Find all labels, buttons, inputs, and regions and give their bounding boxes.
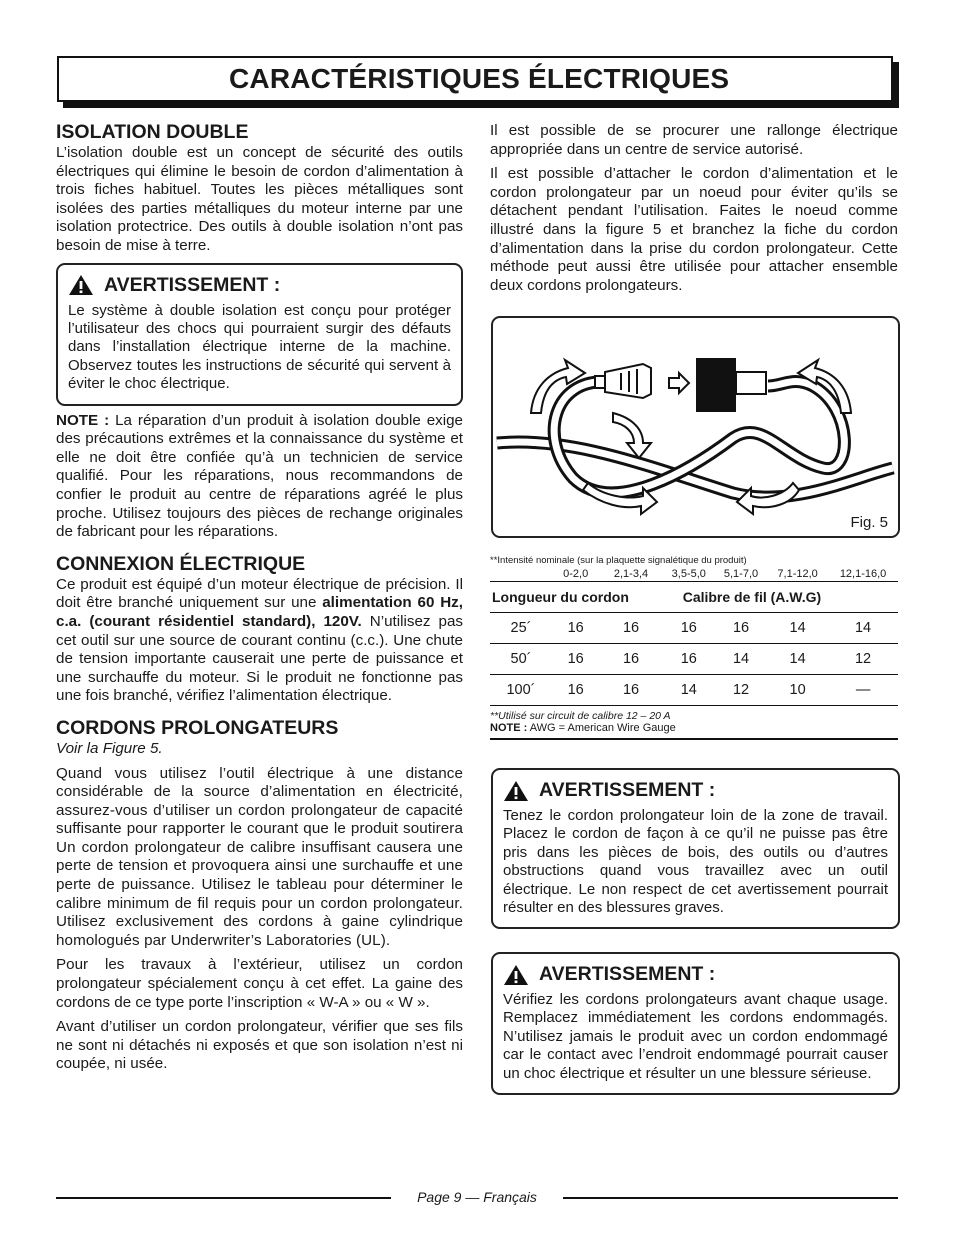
note-repair [56, 412, 463, 542]
page-title: CARACTÉRISTIQUES ÉLECTRIQUES [229, 63, 730, 94]
warning-triangle-icon [503, 964, 529, 986]
wire-gauge-table-block [490, 555, 898, 740]
table-note-text: AWG = American Wire Gauge [527, 722, 676, 734]
header-wire-gauge: Calibre de fil (A.W.G) [682, 589, 822, 605]
warning-header-1 [68, 274, 451, 297]
range-cell: 5,1-7,0 [723, 568, 759, 580]
range-cell: 12,1-16,0 [839, 568, 887, 580]
cordons-p2: Pour les travaux à l’extérieur, utilisez un cordon prolongateur spécialement conçu à cet effet. La gaine des cordons de ce type porte l’inscription « W-A » ou « W ». [56, 956, 463, 1011]
warning-triangle-icon [503, 780, 529, 802]
right-column [490, 122, 898, 295]
left-column [56, 120, 463, 1074]
connexion-text [56, 576, 463, 706]
cordons-p3: Avant d’utiliser un cordon prolongateur, vérifier que ses fils ne sont ni détachés ni exposés et que son isolation n’est ni coupée, ni usée. [56, 1018, 463, 1073]
note-repair-text: La réparation d’un produit à isolation double exige des précautions extrêmes et la connaissance du système et elle ne doit être confiée qu’à un technicien de service qualifié. Pour les réparations, nous recommandons de confier le produit au centre de réparations agréé le plus proche. Utilisez toujours des pièces de rechange originales de fabricant pour les réparations. [56, 411, 464, 541]
right-p1: Il est possible de se procurer une rallonge électrique appropriée dans un centre de service autorisé. [490, 122, 898, 158]
isolation-heading: ISOLATION DOUBLE [56, 121, 249, 143]
table-note-label: NOTE : [490, 722, 528, 734]
warning-header-2 [503, 779, 888, 802]
connexion-text-a: Ce produit est équipé d’un moteur électrique de précision. Il doit être branché uniquement sur une [56, 575, 463, 612]
header-cord-length: Longueur du cordon [492, 589, 629, 605]
connexion-text-b: N’utilisez pas cet outil sur une source de courant continu (c.c.). Une chute de tension importante causerait une perte de puissance et une surchauffe du moteur. Si le produit ne fonctionne pas une fois branché, vérifiez l’alimentation électrique. [56, 612, 463, 705]
range-cell: 3,5-5,0 [671, 568, 706, 580]
figure-label: Fig. 5 [850, 514, 888, 531]
table-footnote: **Utilisé sur circuit de calibre 12 – 20 A [490, 710, 671, 722]
connexion-heading: CONNEXION ÉLECTRIQUE [56, 552, 306, 575]
warning-header-3 [503, 963, 888, 986]
range-cell: 2,1-3,4 [613, 568, 649, 580]
table-row: 100´ 16 16 14 12 10 — [490, 675, 898, 706]
warning-text-2: Tenez le cordon prolongateur loin de la zone de travail. Placez le cordon de façon à ce qu’il ne puisse pas être pris dans les pièces de bois, des outils ou d’autres obstructions quand vous travaillez avec un outil électrique. Le non respect de cet avertissement pourrait résulter en des blessures graves. [503, 807, 888, 917]
warning-box-3 [491, 952, 900, 1095]
cordons-heading: CORDONS PROLONGATEURS [56, 716, 339, 739]
table-row: 25´ 16 16 16 16 14 14 [490, 613, 898, 644]
table-ranges-row [490, 567, 898, 582]
note-label: NOTE : [56, 411, 110, 429]
warning-title-1: AVERTISSEMENT : [104, 273, 281, 296]
range-cell: 0-2,0 [563, 568, 589, 580]
warning-box-1 [56, 263, 463, 406]
footer-text: Page 9 — Français [417, 1189, 537, 1205]
cord-knot-illustration [493, 318, 898, 536]
warning-title-2: AVERTISSEMENT : [539, 779, 716, 801]
right-p2: Il est possible d’attacher le cordon d’alimentation et le cordon prolongateur par un noeud pour éviter qu’ils se détachent pendant l’utilisation. Faites le noeud comme illustré dans la figure 5 et branchez la fiche du cordon d’alimentation dans la prise du cordon prolongateur. Cette méthode peut aussi être utilisée pour attacher ensemble deux cordons prolongateurs. [490, 165, 898, 294]
page-title-box [57, 56, 893, 102]
warning-box-2 [491, 768, 900, 929]
cordons-p1: Quand vous utilisez l’outil électrique à une distance considérable de la source d’alimentation en électricité, assurez-vous d’utiliser un cordon prolongateur de capacité suffisante pour rapporter le courant que le produit soutirera Un cordon prolongateur de calibre insuffisant causera une perte de tension et provoquera ainsi une surchauffe et une perte de puissance. Utilisez le tableau pour déterminer le calibre minimum de fil requis pour un cordon prolongateur. Utilisez exclusivement des cordons à gaine cylindrique homologués par Underwriter’s Laboratories (UL). [56, 764, 463, 949]
table-header-row [490, 582, 898, 613]
warning-text-1: Le système à double isolation est conçu pour protéger l’utilisateur des chocs qui pourraient surgir des défauts dans l’installation électrique interne de la machine. Observez toutes les instructions de sécurité qui servent à éviter le choc électrique. [68, 301, 451, 393]
range-cell: 7,1-12,0 [777, 568, 818, 580]
warning-title-3: AVERTISSEMENT : [539, 963, 716, 985]
connexion-text-bold: alimentation 60 Hz, c.a. (courant résidentiel standard), 120V. [56, 594, 463, 630]
warning-text-3: Vérifiez les cordons prolongateurs avant chaque usage. Remplacez immédiatement les cordons endommagés. N’utilisez jamais le produit avec un cordon endommagé car le contact avec l’endroit endommagé pourrait causer un choc électrique et résulter un une blessure sérieuse. [503, 991, 888, 1082]
wire-gauge-table [490, 567, 898, 706]
page-footer [56, 1188, 898, 1208]
table-note [490, 722, 898, 740]
table-row: 50´ 16 16 16 14 14 12 [490, 644, 898, 675]
isolation-text: L’isolation double est un concept de sécurité des outils électriques qui élimine le besoin de cordon d’alimentation à trois fiches habituel. Toutes les pièces métalliques sont isolées des parties métalliques du moteur interne par une isolation protectrice. Des outils à double isolation n’ont pas besoin de mise à terre. [56, 144, 463, 254]
table-top-note: **Intensité nominale (sur la plaquette signalétique du produit) [490, 555, 747, 566]
footer-rule-right [563, 1197, 898, 1199]
figure-5 [491, 316, 900, 538]
cordons-see-figure: Voir la Figure 5. [56, 739, 163, 757]
warning-triangle-icon [68, 274, 94, 296]
